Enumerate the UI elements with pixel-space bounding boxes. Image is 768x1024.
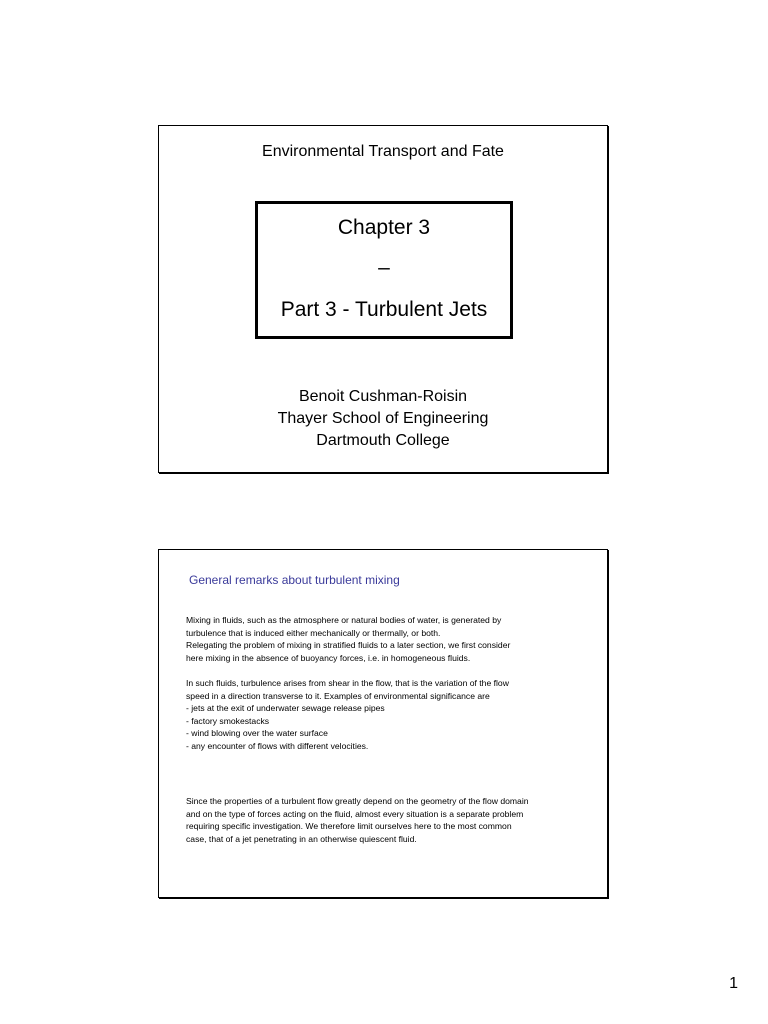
course-title: Environmental Transport and Fate [262,143,504,160]
slide-title [158,125,608,473]
part-title: Part 3 - Turbulent Jets [280,298,488,321]
paragraph-properties: Since the properties of a turbulent flow greatly depend on the geometry of the flow domain and on the type of forces acting on the fluid, almost every situation is a separate problem requiring specific investigation. We therefore limit ourselves here to the most common case, that of a jet penetrating in an otherwise quiescent fluid. [186,796,529,844]
chapter-label: Chapter 3 [337,216,431,239]
chapter-title-box [255,201,513,339]
college-name: Dartmouth College [316,432,450,449]
slide-general-remarks [158,549,608,898]
page-number: 1 [729,975,738,992]
author-name: Benoit Cushman-Roisin [298,388,468,405]
author-block [159,386,607,452]
paragraph-shear: In such fluids, turbulence arises from shear in the flow, that is the variation of the flow speed in a direction transverse to it. Examples of environmental significance are - jets at the exit of underwater sewage release pipes - factory smokestacks - wind blowing over the water surface - any encounter of flows with different velocities. [186,678,509,751]
school-name: Thayer School of Engineering [277,410,489,427]
title-dash: – [378,256,390,279]
paragraph-mixing: Mixing in fluids, such as the atmosphere or natural bodies of water, is generated by turbulence that is induced either mechanically or thermally, or both. Relegating the problem of mixing in stratified fluids to a later section, we first consider here mixing in the absence of buoyancy forces, i.e. in homogeneous fluids. [186,615,511,663]
slide-heading: General remarks about turbulent mixing [189,573,400,587]
